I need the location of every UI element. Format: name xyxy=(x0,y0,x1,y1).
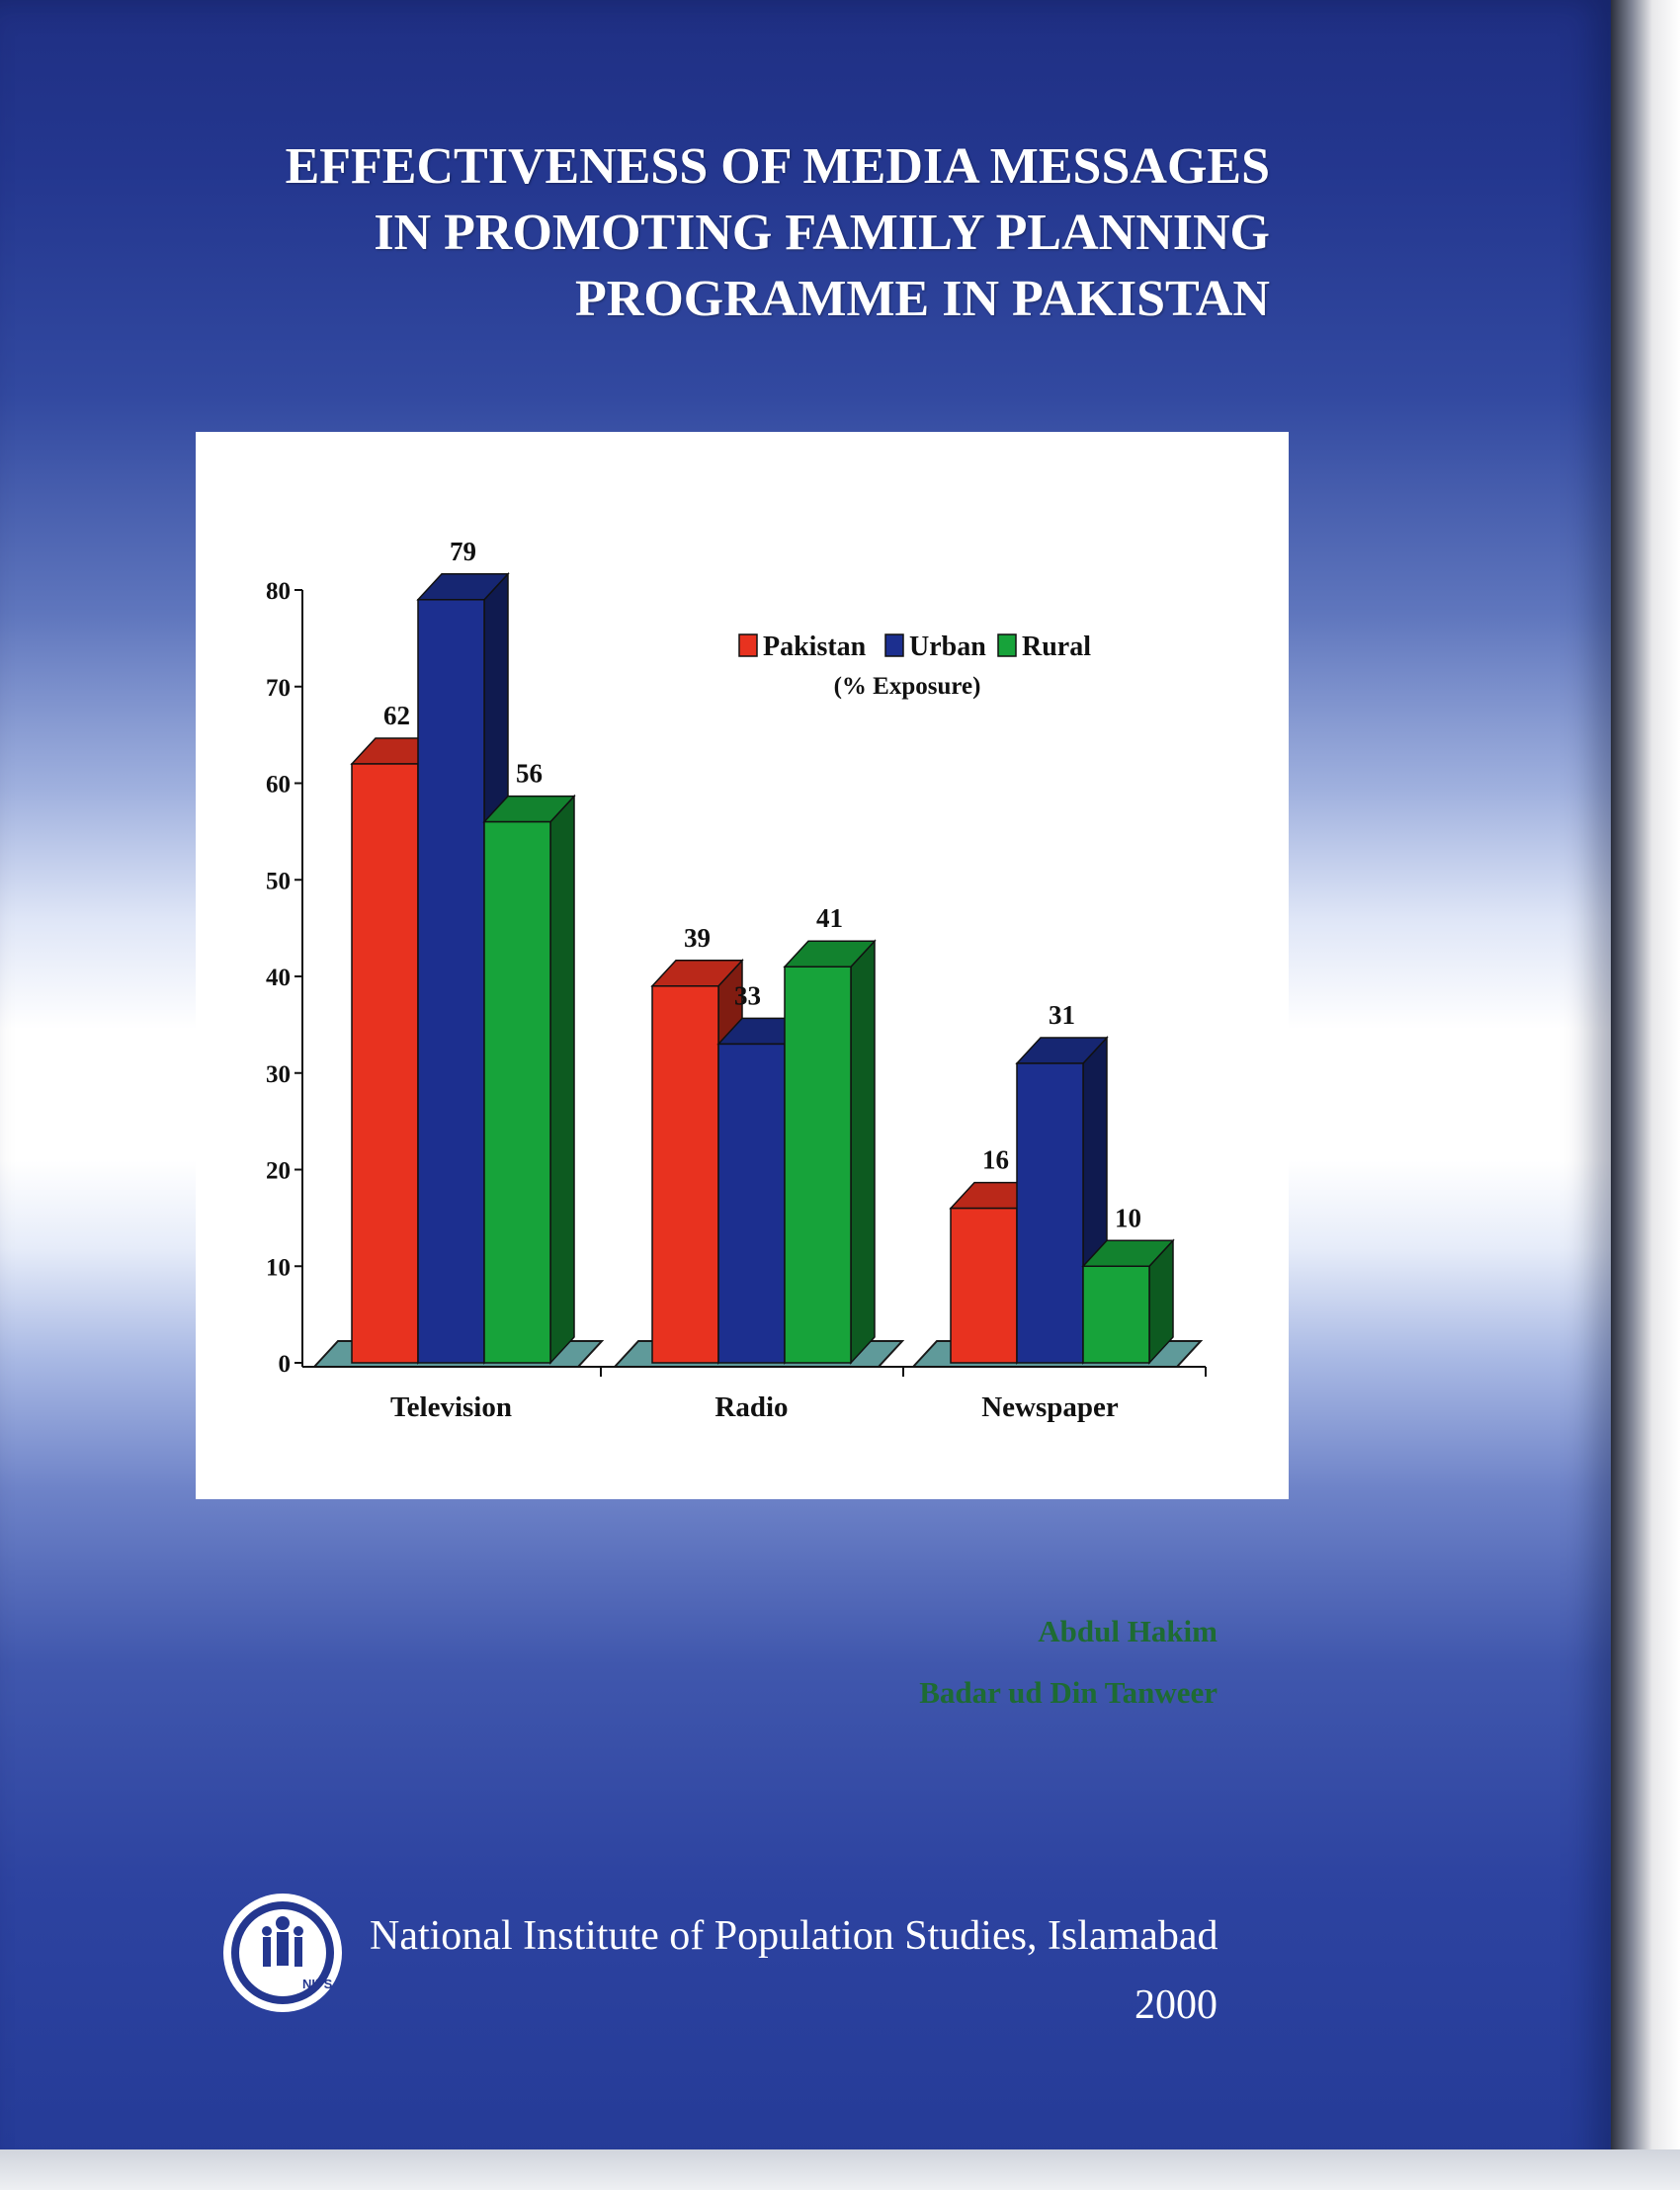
bar-pakistan-radio xyxy=(652,986,718,1363)
category-label-television: Television xyxy=(389,1391,513,1423)
bar-pakistan-newspaper xyxy=(951,1209,1017,1363)
bar-urban-radio xyxy=(718,1044,785,1363)
bar-side-rural-radio xyxy=(851,941,875,1363)
scan-bottom-strip xyxy=(0,2149,1680,2190)
publication-year: 2000 xyxy=(1134,1982,1218,2028)
bar-chart xyxy=(196,432,1289,1499)
legend-note: (% Exposure) xyxy=(833,673,981,700)
legend-swatch-urban xyxy=(885,634,903,656)
chart-panel xyxy=(196,432,1289,1499)
y-tick-label-20: 20 xyxy=(266,1157,291,1185)
y-tick-label-40: 40 xyxy=(266,965,291,991)
y-tick-label-10: 10 xyxy=(266,1254,291,1282)
value-label-rural-newspaper: 10 xyxy=(1115,1203,1141,1233)
logo-text: NIPS xyxy=(302,1977,333,1991)
value-label-pakistan-newspaper: 16 xyxy=(982,1144,1009,1175)
y-tick-label-80: 80 xyxy=(266,578,291,605)
bar-urban-newspaper xyxy=(1017,1063,1083,1363)
book-title xyxy=(286,133,1270,332)
title-line-3: PROGRAMME IN PAKISTAN xyxy=(575,271,1270,327)
y-tick-label-30: 30 xyxy=(266,1060,291,1088)
category-label-newspaper: Newspaper xyxy=(981,1391,1119,1423)
value-label-urban-newspaper: 31 xyxy=(1049,999,1075,1030)
y-tick-label-50: 50 xyxy=(266,868,291,895)
bar-pakistan-television xyxy=(352,764,418,1363)
y-tick-label-0: 0 xyxy=(278,1351,291,1378)
bar-urban-television xyxy=(418,600,484,1363)
value-label-rural-radio: 41 xyxy=(816,903,843,934)
authors xyxy=(919,1601,1218,1724)
y-tick-label-60: 60 xyxy=(266,771,291,799)
legend-swatch-pakistan xyxy=(739,634,757,656)
bar-rural-newspaper xyxy=(1083,1266,1149,1363)
y-tick-label-70: 70 xyxy=(266,674,291,702)
bar-rural-television xyxy=(484,822,550,1363)
author-2: Badar ud Din Tanweer xyxy=(919,1675,1218,1710)
nips-logo-icon xyxy=(219,1890,346,2016)
publisher: National Institute of Population Studies, Islamabad xyxy=(370,1913,1218,1959)
author-1: Abdul Hakim xyxy=(1038,1614,1218,1648)
value-label-rural-television: 56 xyxy=(516,758,543,789)
legend-swatch-rural xyxy=(998,634,1016,656)
value-label-urban-television: 79 xyxy=(450,536,476,566)
value-label-pakistan-radio: 39 xyxy=(684,922,711,953)
bar-side-rural-television xyxy=(550,797,574,1363)
legend-label-pakistan: Pakistan xyxy=(763,632,867,662)
title-line-2: IN PROMOTING FAMILY PLANNING xyxy=(374,205,1270,261)
bar-rural-radio xyxy=(785,967,851,1363)
value-label-pakistan-television: 62 xyxy=(383,700,410,730)
legend-label-rural: Rural xyxy=(1022,632,1091,662)
title-line-1: EFFECTIVENESS OF MEDIA MESSAGES xyxy=(285,138,1270,195)
value-label-urban-radio: 33 xyxy=(734,980,761,1011)
legend-label-urban: Urban xyxy=(909,632,986,662)
category-label-radio: Radio xyxy=(714,1391,789,1423)
page-edge xyxy=(1611,0,1680,2190)
